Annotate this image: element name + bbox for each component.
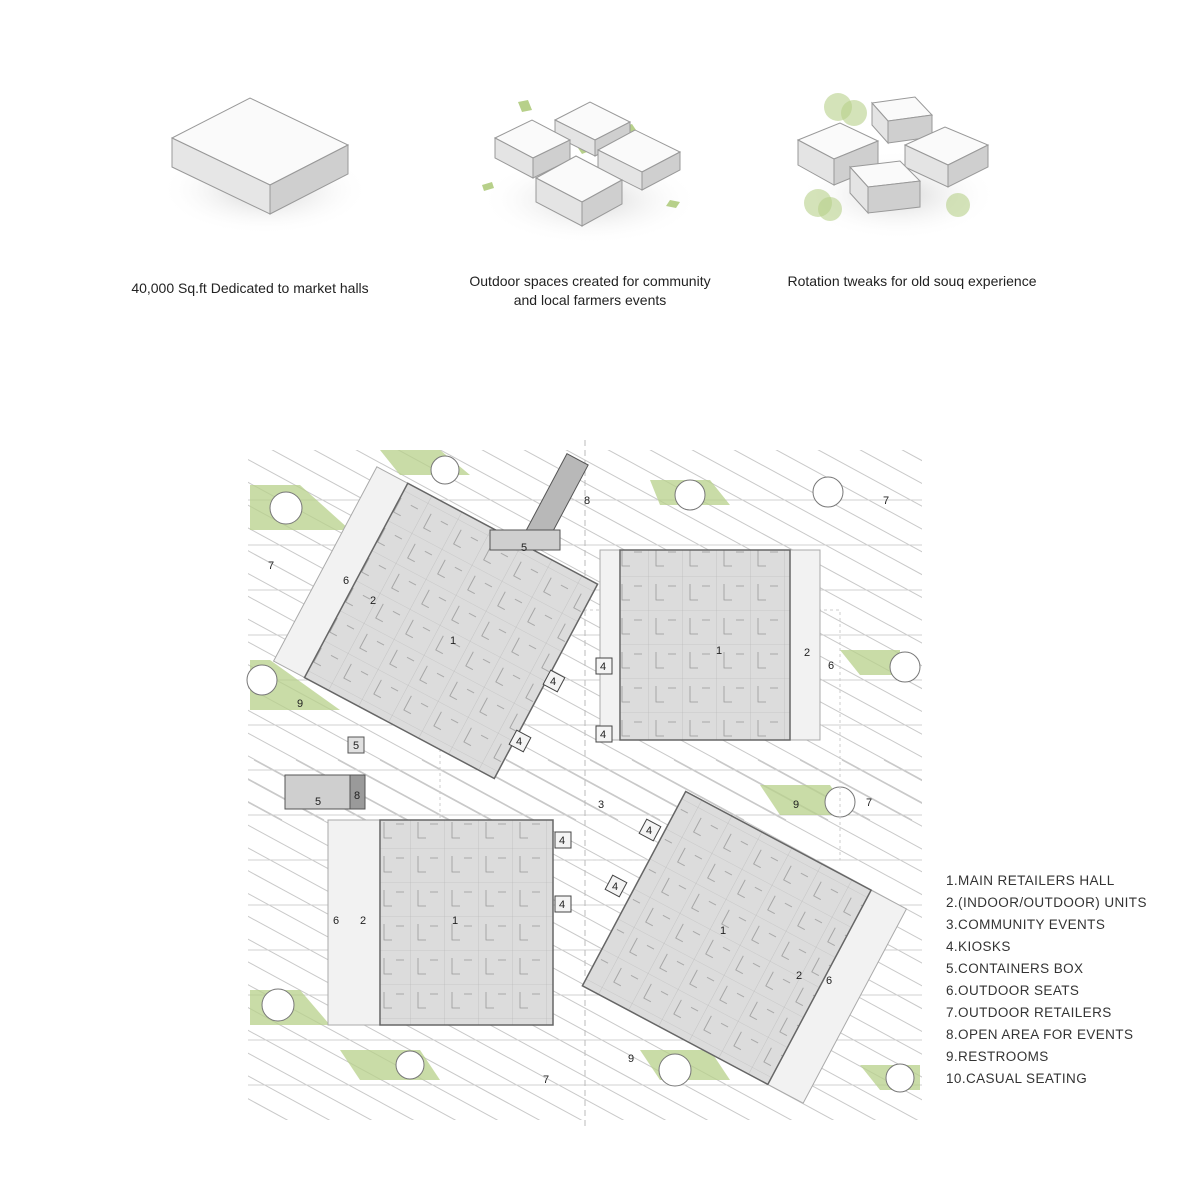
legend-item-7: 7.OUTDOOR RETAILERS <box>946 1005 1112 1020</box>
legend-item-9: 9.RESTROOMS <box>946 1049 1049 1064</box>
label-kiosk-2: 4 <box>600 729 607 741</box>
label-kiosk-3: 4 <box>559 835 566 847</box>
legend-item-2: 2.(INDOOR/OUTDOOR) UNITS <box>946 895 1147 910</box>
label-community: 3 <box>598 799 605 811</box>
massing-diagram-single-block <box>150 80 370 240</box>
label-units-bl: 2 <box>360 915 367 927</box>
label-seats-bl: 6 <box>333 915 340 927</box>
label-events-top: 8 <box>584 495 591 507</box>
legend-item-4: 4.KIOSKS <box>946 939 1011 954</box>
label-container-left: 5 <box>315 796 322 808</box>
site-plan <box>240 440 930 1130</box>
caption-diagram-1: 40,000 Sq.ft Dedicated to market halls <box>131 280 369 296</box>
label-units-tr: 2 <box>804 647 811 659</box>
label-hall-br: 1 <box>720 925 727 937</box>
label-retailers-1: 7 <box>268 560 275 572</box>
label-units-tl: 2 <box>370 595 377 607</box>
label-restrooms-1: 9 <box>297 698 304 710</box>
hall-top-right <box>600 550 820 740</box>
label-retailers-2: 7 <box>883 495 890 507</box>
legend-item-1: 1.MAIN RETAILERS HALL <box>946 873 1115 888</box>
label-hall-tl: 1 <box>450 635 457 647</box>
label-retailers-4: 7 <box>543 1074 550 1086</box>
label-kiosk-7: 4 <box>646 825 653 837</box>
label-kiosk-8: 4 <box>612 881 619 893</box>
legend-item-10: 10.CASUAL SEATING <box>946 1071 1088 1086</box>
label-container-top: 5 <box>521 542 528 554</box>
label-events-left: 8 <box>354 790 361 802</box>
caption-diagram-2-line1: Outdoor spaces created for community <box>469 273 711 289</box>
label-kiosk-4: 4 <box>559 899 566 911</box>
massing-diagram-rotated-blocks <box>790 85 1005 245</box>
label-retailers-3: 7 <box>866 797 873 809</box>
label-hall-bl: 1 <box>452 915 459 927</box>
label-seats-tr: 6 <box>828 660 835 672</box>
label-seats-tl: 6 <box>343 575 350 587</box>
label-units-br: 2 <box>796 970 803 982</box>
label-seats-br: 6 <box>826 975 833 987</box>
label-restrooms-3: 9 <box>628 1053 635 1065</box>
label-container-box: 5 <box>353 740 360 752</box>
legend-item-8: 8.OPEN AREA FOR EVENTS <box>946 1027 1134 1042</box>
label-kiosk-5: 4 <box>550 676 557 688</box>
legend-item-5: 5.CONTAINERS BOX <box>946 961 1084 976</box>
caption-diagram-2-line2: and local farmers events <box>513 292 667 308</box>
plan-legend <box>946 870 1147 1090</box>
hatch-line <box>926 440 930 820</box>
label-restrooms-2: 9 <box>793 799 800 811</box>
caption-diagram-2 <box>440 272 740 310</box>
label-kiosk-1: 4 <box>600 661 607 673</box>
label-kiosk-6: 4 <box>516 736 523 748</box>
hatch-line <box>926 760 930 1130</box>
legend-item-6: 6.OUTDOOR SEATS <box>946 983 1080 998</box>
massing-diagram-four-blocks <box>470 90 710 250</box>
label-hall-tr: 1 <box>716 645 723 657</box>
legend-item-3: 3.COMMUNITY EVENTS <box>946 917 1106 932</box>
caption-diagram-3: Rotation tweaks for old souq experience <box>787 273 1037 289</box>
